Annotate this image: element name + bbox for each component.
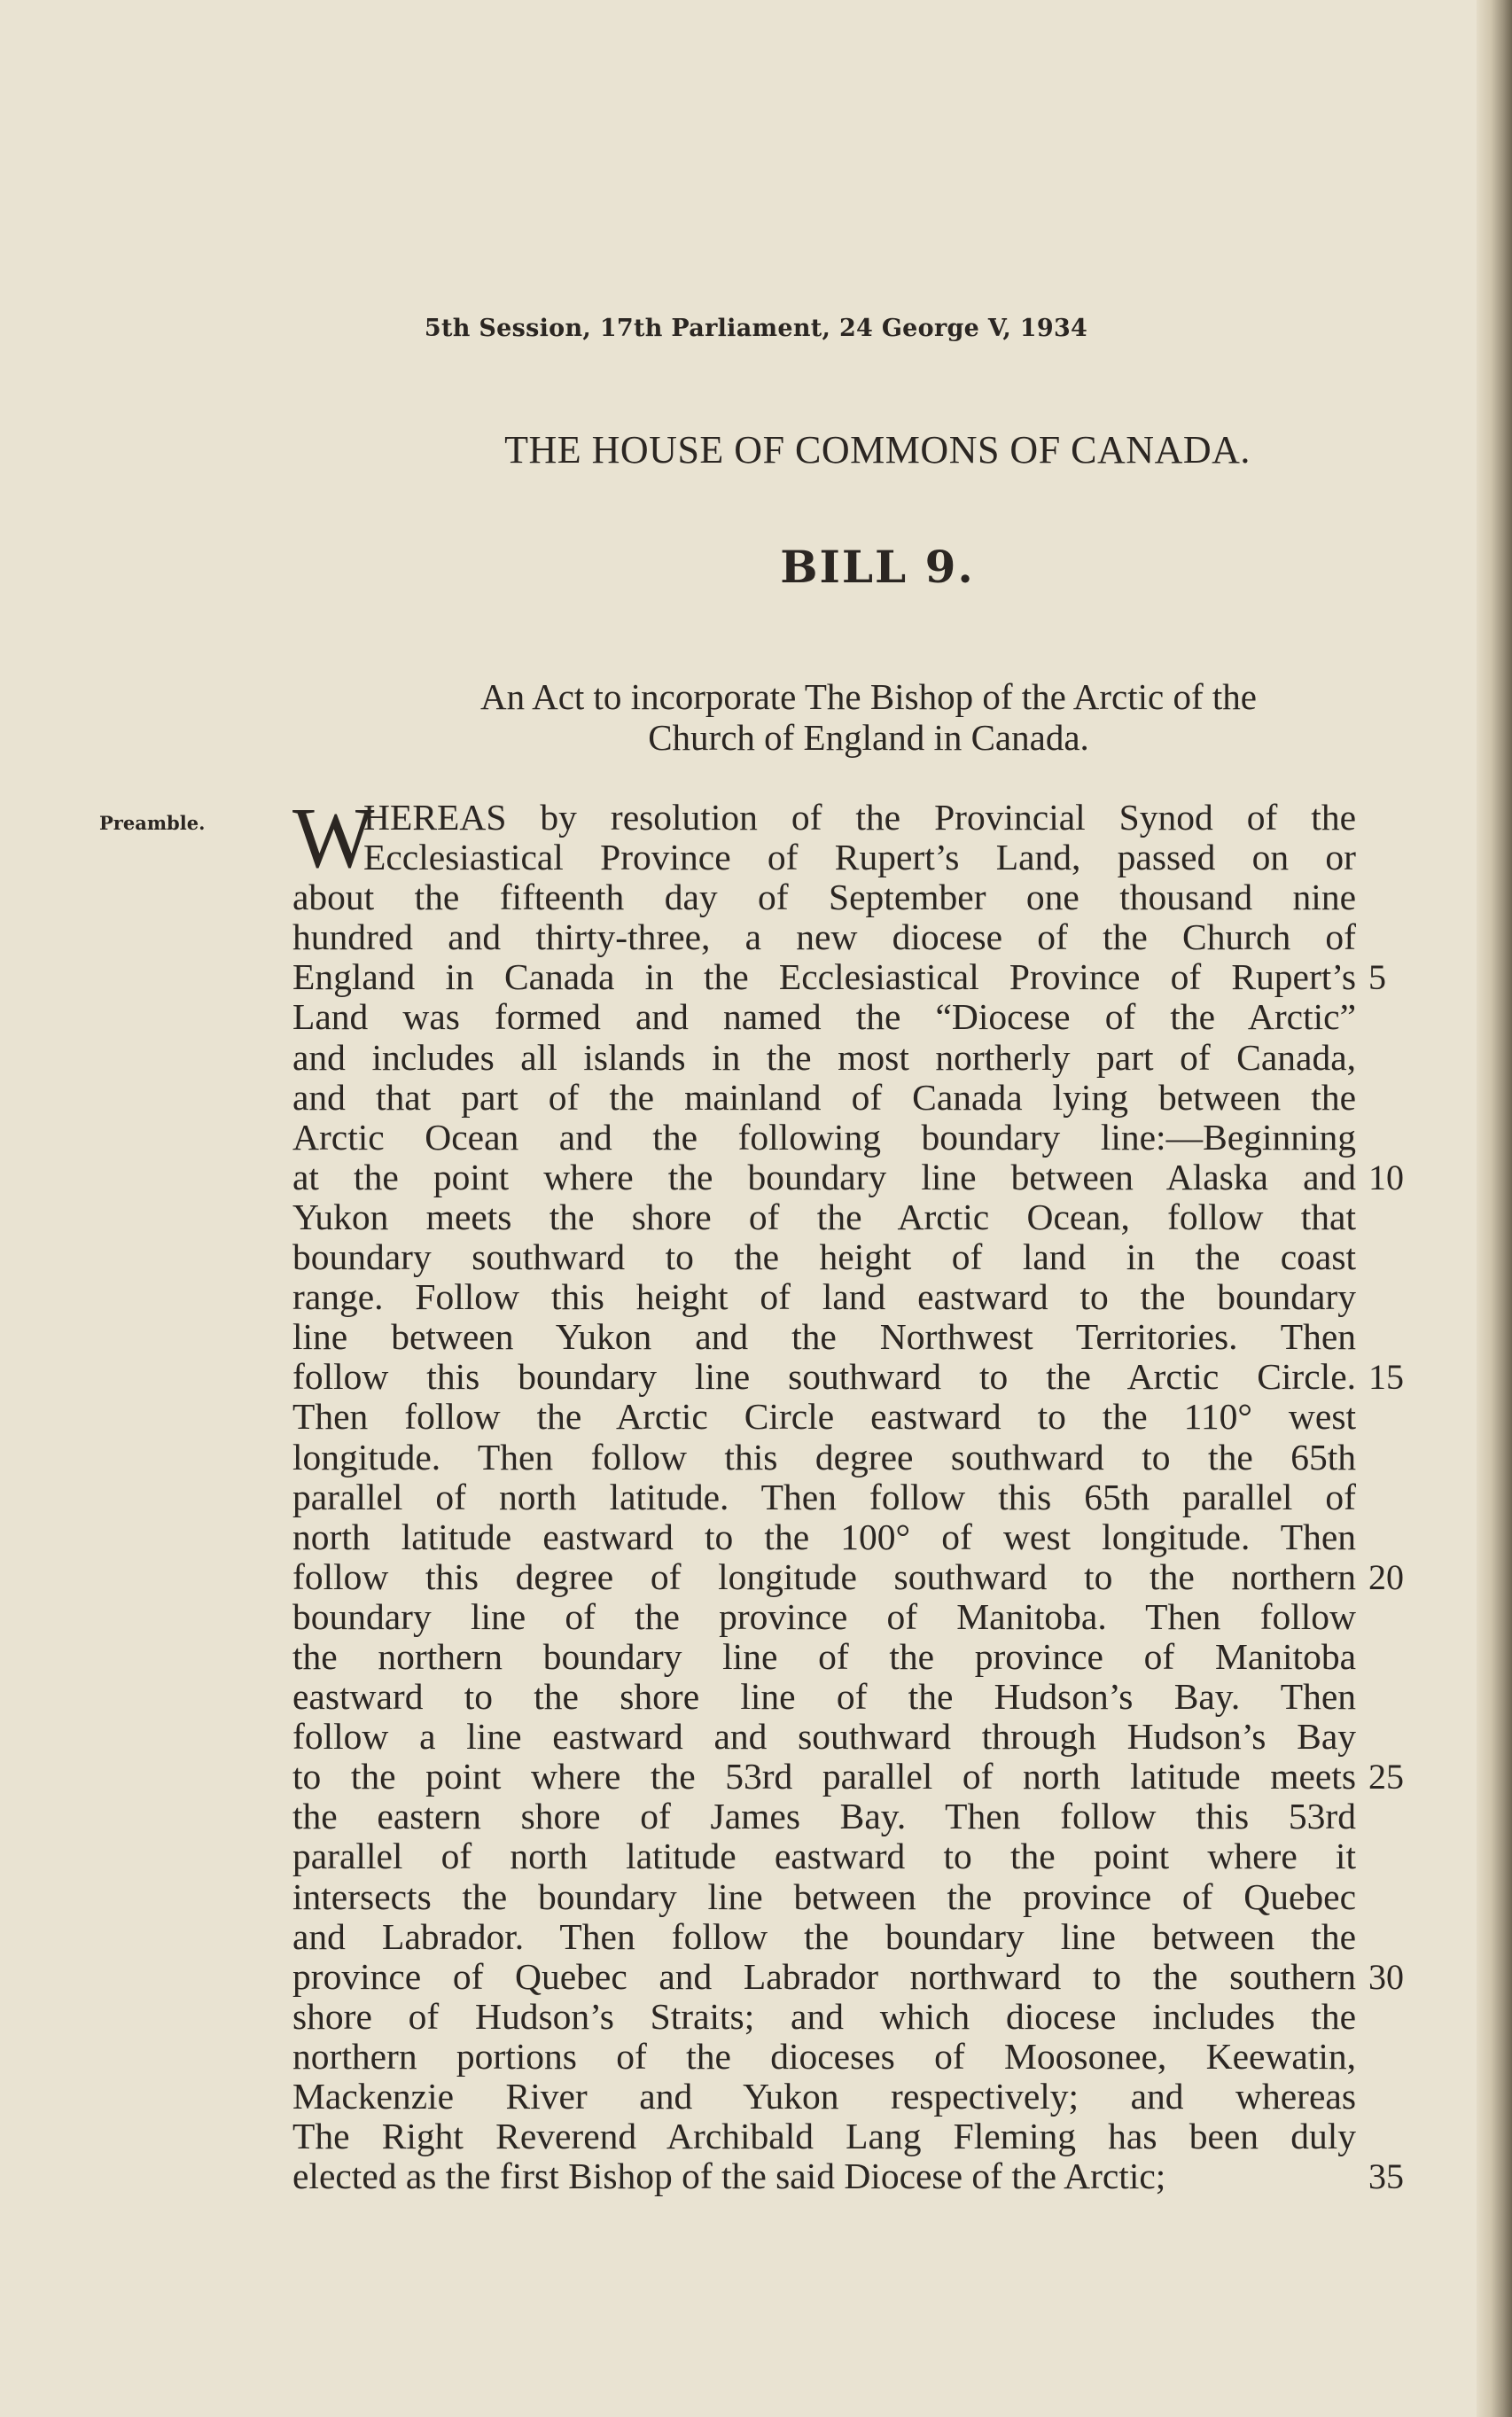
page-edge-shadow (1477, 0, 1512, 2417)
text-line (292, 1557, 1356, 1597)
text-line-content: parallel of north latitude. Then follow this 65th parallel of (292, 1476, 1356, 1517)
house-heading: THE HOUSE OF COMMONS OF CANADA. (504, 428, 1251, 472)
text-line (292, 1517, 1356, 1557)
text-line (292, 877, 1356, 917)
text-line (292, 1277, 1356, 1317)
text-line-content: England in Canada in the Ecclesiastical Province of Rupert’s (292, 956, 1356, 998)
text-line (292, 2037, 1356, 2077)
text-line-content: elected as the first Bishop of the said Diocese of the Arctic; (292, 2156, 1166, 2197)
bill-title (292, 676, 1445, 758)
text-line (292, 1597, 1356, 1637)
text-line-content: follow this boundary line southward to the Arctic Circle. (292, 1356, 1356, 1398)
text-line (292, 2117, 1356, 2156)
text-line-content: The Right Reverend Archibald Lang Fleming has been duly (292, 2116, 1356, 2157)
text-line (292, 1957, 1356, 1997)
marginal-note-preamble: Preamble. (99, 812, 206, 834)
text-line (292, 1158, 1356, 1197)
text-line (292, 1836, 1356, 1876)
text-line-content: Mackenzie River and Yukon respectively; and whereas (292, 2076, 1356, 2117)
text-line (292, 2077, 1356, 2117)
text-line-content: Land was formed and named the “Diocese of the Arctic” (292, 996, 1356, 1038)
text-line-content: province of Quebec and Labrador northward to the southern (292, 1955, 1356, 1997)
text-line-content: shore of Hudson’s Straits; and which diocese includes the (292, 1995, 1356, 2037)
text-line (292, 1357, 1356, 1397)
text-line-content: eastward to the shore line of the Hudson’s Bay. Then (292, 1676, 1356, 1718)
text-line-content: Then follow the Arctic Circle eastward to the 110° west (292, 1396, 1356, 1438)
text-line-content: to the point where the 53rd parallel of north latitude meets (292, 1756, 1356, 1797)
text-line-content: at the point where the boundary line between Alaska and (292, 1156, 1356, 1197)
text-line-content: boundary line of the province of Manitoba. Then follow (292, 1595, 1356, 1637)
text-line-content: Ecclesiastical Province of Rupert’s Land, passed on or (363, 837, 1356, 878)
line-number: 20 (1368, 1556, 1404, 1597)
text-line (292, 1677, 1356, 1717)
text-line-content: and Labrador. Then follow the boundary line between the (292, 1915, 1356, 1957)
text-line-content: and that part of the mainland of Canada lying between the (292, 1076, 1356, 1118)
line-number: 5 (1368, 957, 1386, 998)
preamble-text (292, 791, 1356, 2197)
text-line (292, 1038, 1356, 1078)
text-line-content: follow this degree of longitude southward to the northern (292, 1555, 1356, 1597)
text-line-content: parallel of north latitude eastward to the point where it (292, 1836, 1356, 1877)
text-line-content: HEREAS by resolution of the Provincial Synod of the (363, 797, 1356, 838)
text-line (292, 1397, 1356, 1437)
text-line (292, 1917, 1356, 1957)
text-line (292, 1477, 1356, 1517)
text-line (292, 997, 1356, 1037)
line-number: 15 (1368, 1357, 1404, 1398)
text-line (292, 1717, 1356, 1757)
text-line (292, 1757, 1356, 1797)
text-line (292, 1997, 1356, 2037)
text-line (292, 1877, 1356, 1917)
line-number: 10 (1368, 1157, 1404, 1197)
line-number: 30 (1368, 1956, 1404, 1997)
text-line (292, 1197, 1356, 1237)
text-line-content: and includes all islands in the most northerly part of Canada, (292, 1036, 1356, 1078)
text-line-content: follow a line eastward and southward through Hudson’s Bay (292, 1716, 1356, 1758)
text-line (292, 917, 1356, 957)
text-line-content: about the fifteenth day of September one thousand nine (292, 877, 1356, 918)
bill-title-line: An Act to incorporate The Bishop of the Arctic of the (480, 676, 1257, 717)
text-line-content: boundary southward to the height of land in the coast (292, 1236, 1356, 1278)
text-line (292, 1317, 1356, 1357)
text-line (292, 1078, 1356, 1118)
text-line-content: range. Follow this height of land eastward to the boundary (292, 1276, 1356, 1318)
text-line (292, 1237, 1356, 1277)
text-line (292, 1438, 1356, 1477)
text-line (292, 1797, 1356, 1836)
text-line (292, 838, 1356, 877)
text-line-content: longitude. Then follow this degree southward to the 65th (292, 1436, 1356, 1477)
text-line (292, 1637, 1356, 1677)
text-line (292, 2156, 1356, 2196)
text-line (292, 1118, 1356, 1158)
text-line (292, 798, 1356, 838)
text-line-content: Arctic Ocean and the following boundary line:—Beginning (292, 1116, 1356, 1158)
text-line-content: northern portions of the dioceses of Moosonee, Keewatin, (292, 2035, 1356, 2077)
text-line-content: the eastern shore of James Bay. Then follow this 53rd (292, 1796, 1356, 1837)
text-line-content: Yukon meets the shore of the Arctic Ocean, follow that (292, 1196, 1356, 1237)
drop-cap: W (292, 791, 375, 886)
text-line-content: north latitude eastward to the 100° of west longitude. Then (292, 1516, 1356, 1557)
bill-title-line: Church of England in Canada. (648, 717, 1089, 758)
text-line-content: line between Yukon and the Northwest Territories. Then (292, 1316, 1356, 1358)
text-line-content: intersects the boundary line between the province of Quebec (292, 1875, 1356, 1917)
line-number: 35 (1368, 2156, 1404, 2197)
text-line-content: hundred and thirty-three, a new diocese of the Church of (292, 916, 1356, 958)
text-line-content: the northern boundary line of the province of Manitoba (292, 1635, 1356, 1677)
text-line (292, 957, 1356, 997)
session-heading: 5th Session, 17th Parliament, 24 George V, 1934 (424, 315, 1088, 342)
line-number: 25 (1368, 1757, 1404, 1797)
bill-number: BILL 9. (780, 541, 975, 593)
